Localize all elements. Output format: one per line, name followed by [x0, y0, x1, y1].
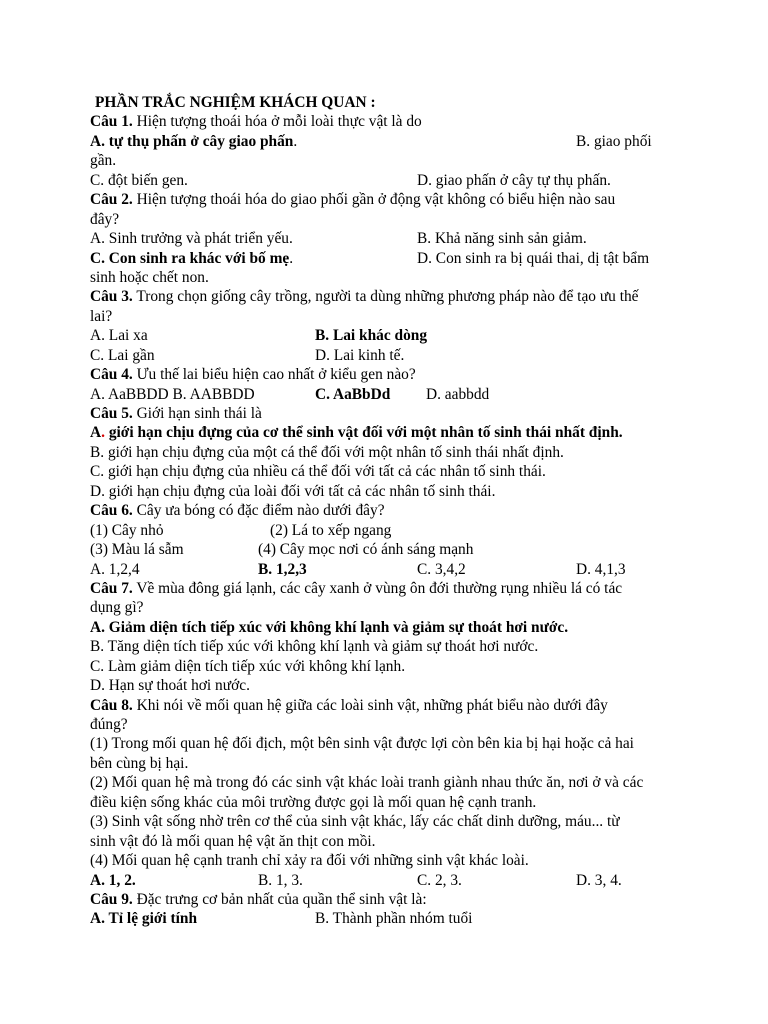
- option-c: C. 3,4,2: [417, 560, 466, 578]
- question-number: Câu 5.: [90, 405, 133, 422]
- option-d: D. aabbdd: [426, 385, 490, 403]
- question-2: [90, 190, 690, 209]
- option-c: C. Lai gần: [90, 346, 155, 364]
- q1-option-b-wrap: [90, 151, 690, 170]
- q3-options-ab: [90, 326, 690, 345]
- option-c: C. Con sinh ra khác với bố mẹ: [90, 249, 290, 267]
- option-c: C. Làm giảm diện tích tiếp xúc với không khí lạnh.: [90, 657, 406, 675]
- question-7: [90, 579, 690, 598]
- question-5: [90, 404, 690, 423]
- statement-2: (2) Mối quan hệ mà trong đó các sinh vật khác loài tranh giành nhau thức ăn, nơi ở và các: [90, 774, 644, 792]
- q2-options-ab: [90, 229, 690, 248]
- option-a: A. tự thụ phấn ở cây giao phấn: [90, 132, 294, 150]
- option-d: D. Lai kinh tế.: [315, 346, 405, 364]
- option-d: D. Hạn sự thoát hơi nước.: [90, 677, 250, 695]
- q1-options-ab: A. tự thụ phấn ở cây giao phấn. B. giao phối: [90, 132, 652, 150]
- question-text: Giới hạn sinh thái là: [132, 405, 262, 422]
- option-c: C. giới hạn chịu đựng của nhiều cá thể đối với tất cả các nhân tố sinh thái.: [90, 463, 546, 481]
- option-b: B. giới hạn chịu đựng của một cá thể đối với một nhân tố sinh thái nhất định.: [90, 443, 564, 461]
- option-a-dot: .: [101, 424, 105, 442]
- option-a: A. 1, 2.: [90, 871, 136, 889]
- option-a: A. 1,2,4: [90, 560, 140, 578]
- question-text: Hiện tượng thoái hóa do giao phối gần ở động vật không có biểu hiện nào sau: [132, 191, 616, 209]
- question-1: [90, 112, 690, 131]
- option-c: C. AaBbDd: [315, 385, 391, 403]
- statement-4: (4) Cây mọc nơi có ánh sáng mạnh: [258, 541, 474, 559]
- question-text: Trong chọn giống cây trồng, người ta dùng những phương pháp nào để tạo ưu thế: [132, 288, 639, 306]
- q6-options: [90, 560, 690, 579]
- question-number: Câu 1.: [90, 113, 133, 131]
- question-text-continued: lai?: [90, 307, 113, 325]
- question-number: Câu 7.: [90, 579, 133, 597]
- statement-4: (4) Mối quan hệ cạnh tranh chỉ xảy ra đối với những sinh vật khác loài.: [90, 852, 529, 870]
- option-a: A. Sinh trưởng và phát triển yếu.: [90, 230, 293, 248]
- option-d: D. giới hạn chịu đựng của loài đối với tất cả các nhân tố sinh thái.: [90, 482, 496, 500]
- statement-1-continued: bên cùng bị hại.: [90, 754, 189, 772]
- option-b: B. giao phối: [576, 132, 652, 150]
- section-title-line: [90, 93, 690, 112]
- q1-options-cd: [90, 171, 690, 190]
- question-text: Đặc trưng cơ bản nhất của quần thể sinh vật là:: [132, 890, 427, 908]
- option-c: C. đột biến gen.: [90, 171, 188, 189]
- question-text-continued: dụng gì?: [90, 599, 144, 617]
- option-b: B. Lai khác dòng: [315, 327, 428, 345]
- question-text: Ưu thế lai biểu hiện cao nhất ở kiểu gen nào?: [132, 366, 416, 384]
- question-number: Câu 3.: [90, 288, 133, 306]
- statement-2: (2) Lá to xếp ngang: [270, 521, 392, 539]
- question-8: [90, 696, 690, 715]
- option-c: C. 2, 3.: [417, 871, 462, 889]
- question-text-continued: đây?: [90, 210, 120, 228]
- q9-options: [90, 909, 690, 928]
- option-d: D. giao phấn ở cây tự thụ phấn.: [417, 171, 611, 189]
- question-text: Về mùa đông giá lạnh, các cây xanh ở vùng ôn đới thường rụng nhiều lá có tác: [132, 579, 623, 597]
- q6-statements-34: [90, 540, 690, 559]
- question-number: Câu 8.: [90, 696, 133, 714]
- question-number: Câu 9.: [90, 890, 133, 908]
- q3-options-cd: [90, 346, 690, 365]
- option-d: D. Con sinh ra bị quái thai, dị tật bẩm: [417, 249, 650, 267]
- option-d: D. 4,1,3: [576, 560, 626, 578]
- option-a: A. Tỉ lệ giới tính: [90, 910, 198, 928]
- statement-2-continued: điều kiện sống khác của môi trường được gọi là mối quan hệ cạnh tranh.: [90, 793, 537, 811]
- question-4: [90, 365, 690, 384]
- option-a: giới hạn chịu đựng của cơ thể sinh vật đối với một nhân tố sinh thái nhất định.: [104, 424, 623, 442]
- question-9: [90, 890, 690, 909]
- option-b: B. Tăng diện tích tiếp xúc với không khí lạnh và giảm sự thoát hơi nước.: [90, 638, 539, 656]
- statement-1: (1) Cây nhỏ: [90, 521, 164, 539]
- section-title: PHẦN TRẮC NGHIỆM KHÁCH QUAN :: [95, 94, 376, 111]
- option-d-continued: sinh hoặc chết non.: [90, 268, 209, 286]
- question-number: Câu 4.: [90, 366, 133, 384]
- option-a: A. Giảm diện tích tiếp xúc với không khí lạnh và giảm sự thoát hơi nước.: [90, 618, 569, 636]
- q6-statements-12: [90, 521, 690, 540]
- q2-options-cd: C. Con sinh ra khác với bố mẹ. D. Con sinh ra bị quái thai, dị tật bẩm: [90, 249, 650, 267]
- option-d: D. 3, 4.: [576, 871, 622, 889]
- statement-1: (1) Trong mối quan hệ đối địch, một bên sinh vật được lợi còn bên kia bị hại hoặc cả hai: [90, 735, 634, 753]
- q8-options: [90, 871, 690, 890]
- option-ab: A. AaBBDD B. AABBDD: [90, 385, 255, 403]
- option-b: B. Thành phần nhóm tuổi: [315, 910, 473, 928]
- question-text: Cây ưa bóng có đặc điểm nào dưới đây?: [132, 502, 385, 520]
- question-6: [90, 501, 690, 520]
- q4-options: [90, 385, 690, 404]
- option-b-continued: gần.: [90, 152, 117, 170]
- statement-3: (3) Sinh vật sống nhờ trên cơ thể của sinh vật khác, lấy các chất dinh dưỡng, máu... từ: [90, 813, 620, 831]
- document-page: [90, 93, 690, 929]
- statement-3-continued: sinh vật đó là mối quan hệ vật ăn thịt con mồi.: [90, 832, 376, 850]
- q5-option-a-line: [90, 423, 690, 442]
- option-a: A. Lai xa: [90, 327, 148, 345]
- question-number: Câu 6.: [90, 502, 133, 520]
- option-b: B. 1, 3.: [258, 871, 303, 889]
- question-number: Câu 2.: [90, 191, 133, 209]
- option-b: B. Khả năng sinh sản giảm.: [417, 230, 587, 248]
- question-text-continued: đúng?: [90, 716, 128, 733]
- question-3: [90, 287, 690, 306]
- option-a-letter: A: [90, 424, 102, 442]
- question-text: Hiện tượng thoái hóa ở mỗi loài thực vật là do: [132, 113, 422, 131]
- question-text: Khi nói về mối quan hệ giữa các loài sinh vật, những phát biểu nào dưới đây: [132, 696, 608, 714]
- option-b: B. 1,2,3: [258, 560, 307, 578]
- statement-3: (3) Màu lá sẫm: [90, 541, 184, 559]
